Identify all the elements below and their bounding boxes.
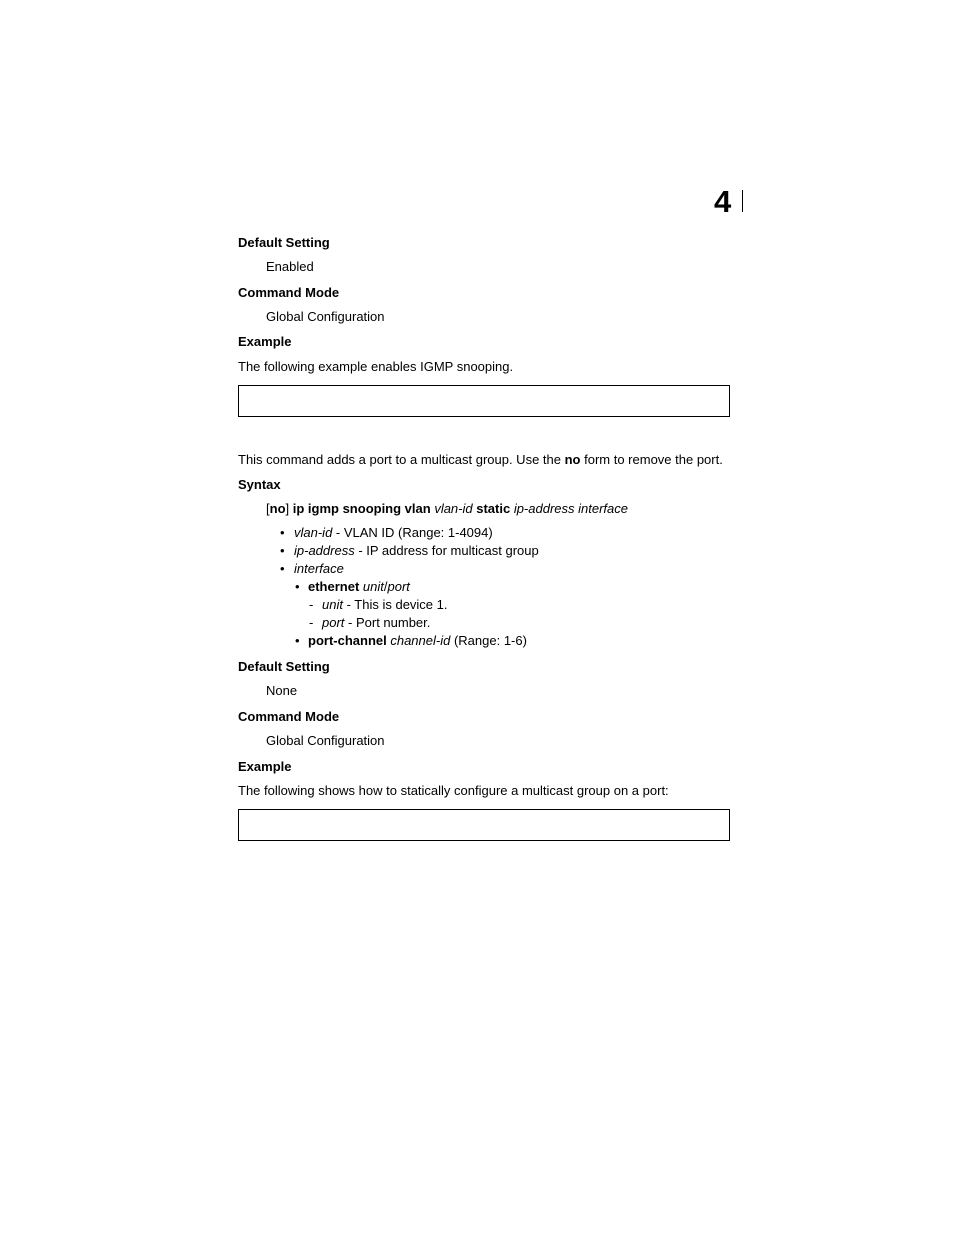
param-desc: - VLAN ID (Range: 1-4094)	[332, 525, 493, 540]
param-port-channel-keyword: port-channel	[308, 633, 387, 648]
command-mode-value: Global Configuration	[266, 733, 385, 748]
syntax-vlan-id: vlan-id	[430, 501, 477, 516]
example-heading: Example	[238, 334, 292, 349]
syntax-ip-interface: ip-address interface	[510, 501, 628, 516]
bullet-marker: •	[295, 633, 300, 648]
dash-marker: -	[309, 615, 314, 630]
command-mode-value: Global Configuration	[266, 309, 385, 324]
param-desc: - Port number.	[344, 615, 431, 630]
param-slash: /	[383, 579, 388, 594]
example-text: The following example enables IGMP snooping.	[238, 359, 514, 374]
chapter-number: 4	[714, 184, 732, 219]
param-term: vlan-id	[294, 525, 333, 540]
syntax-heading: Syntax	[238, 477, 281, 492]
default-setting-value: Enabled	[266, 259, 314, 274]
param-channel-id: channel-id	[386, 633, 451, 648]
param-term: interface	[294, 561, 344, 576]
default-setting-heading: Default Setting	[238, 659, 330, 674]
code-example-box	[238, 809, 730, 841]
command-description	[238, 452, 723, 468]
param-ethernet-keyword: ethernet	[308, 579, 360, 594]
param-term: unit	[322, 597, 343, 612]
syntax-command: ip igmp snooping vlan	[292, 501, 431, 516]
param-desc: - This is device 1.	[342, 597, 448, 612]
param-channel-range: (Range: 1-6)	[450, 633, 527, 648]
param-unit: unit	[359, 579, 384, 594]
bullet-marker: •	[295, 579, 300, 594]
param-desc: - IP address for multicast group	[354, 543, 539, 558]
param-unit-desc	[322, 597, 448, 613]
example-text: The following shows how to statically configure a multicast group on a port:	[238, 783, 669, 798]
syntax-close-bracket: ]	[285, 501, 293, 516]
param-term: port	[322, 615, 345, 630]
command-mode-heading: Command Mode	[238, 709, 340, 724]
bullet-marker: •	[280, 525, 285, 540]
command-mode-heading: Command Mode	[238, 285, 340, 300]
param-ip-address	[294, 543, 539, 559]
dash-marker: -	[309, 597, 314, 612]
bullet-marker: •	[280, 543, 285, 558]
example-heading: Example	[238, 759, 292, 774]
syntax-no: no	[269, 501, 286, 516]
param-term: ip-address	[294, 543, 355, 558]
default-setting-value: None	[266, 683, 298, 698]
default-setting-heading: Default Setting	[238, 235, 330, 250]
param-interface	[294, 561, 344, 577]
param-port: port	[387, 579, 410, 594]
intro-text-end: form to remove the port.	[580, 452, 723, 467]
syntax-line	[266, 501, 628, 517]
syntax-open-bracket: [	[266, 501, 270, 516]
intro-text: This command adds a port to a multicast group. Use the	[238, 452, 565, 467]
intro-no-keyword: no	[564, 452, 581, 467]
chapter-rule	[742, 190, 743, 212]
code-example-box	[238, 385, 730, 417]
param-ethernet	[308, 579, 410, 595]
bullet-marker: •	[280, 561, 285, 576]
param-port-channel	[308, 633, 527, 649]
param-vlan-id	[294, 525, 493, 541]
param-port-desc	[322, 615, 430, 631]
syntax-static: static	[476, 501, 511, 516]
